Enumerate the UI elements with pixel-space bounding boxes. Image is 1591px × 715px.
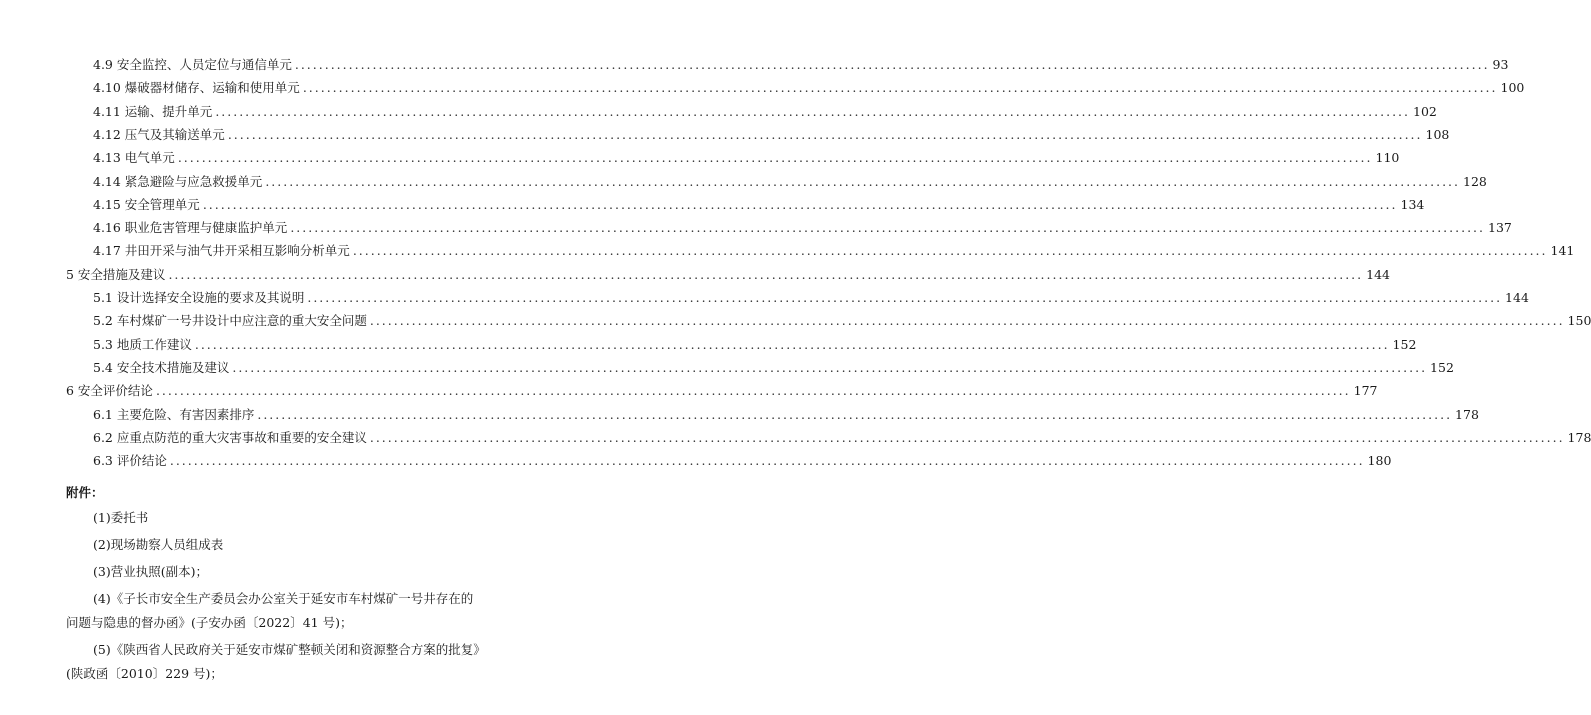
- toc-leader-dots: ........................................................................................................................................................................................................: [215, 103, 1410, 119]
- toc-leader-dots: ........................................................................................................................................................................................................: [290, 220, 1485, 236]
- toc-entry-title: 4.10 爆破器材储存、运输和使用单元: [93, 80, 300, 96]
- toc-leader-dots: ........................................................................................................................................................................................................: [307, 290, 1503, 305]
- toc-entry-title: 4.12 压气及其输送单元: [93, 126, 225, 142]
- toc-entry-title: 4.17 井田开采与油气井开采相互影响分析单元: [93, 243, 350, 259]
- toc-entry-page: 102: [1413, 103, 1437, 119]
- toc-entry-page: 152: [1392, 336, 1417, 352]
- toc-entry-page: 177: [1353, 383, 1378, 399]
- toc-entry-title: 4.14 紧急避险与应急救援单元: [93, 173, 263, 189]
- toc-entry: [93, 406, 1479, 423]
- toc-entry-title: 5.1 设计选择安全设施的要求及其说明: [93, 290, 305, 305]
- toc-entry-page: 134: [1400, 196, 1425, 212]
- attachments-heading: 附件：: [66, 485, 104, 500]
- toc-entry-title: 4.11 运输、提升单元: [93, 103, 213, 119]
- attachment-item-continuation: (陕政函〔2010〕229 号)；: [66, 666, 223, 681]
- toc-entry: [93, 220, 1512, 236]
- toc-entry-page: 178: [1567, 429, 1591, 445]
- toc-entry: [93, 336, 1417, 353]
- toc-entry: [93, 150, 1400, 166]
- attachment-item-continuation: 问题与隐患的督办函》(子安办函〔2022〕41 号)；: [66, 615, 353, 630]
- toc-entry-title: 4.9 安全监控、人员定位与通信单元: [93, 57, 292, 72]
- toc-entry-title: 6.2 应重点防范的重大灾害事故和重要的安全建议: [93, 429, 367, 445]
- toc-entry: [93, 429, 1591, 446]
- toc-entry: [93, 453, 1392, 469]
- toc-entry-page: 137: [1488, 220, 1512, 236]
- toc-entry: [93, 80, 1525, 96]
- toc-leader-dots: ........................................................................................................................................................................................................: [155, 383, 1351, 399]
- toc-leader-dots: ........................................................................................................................................................................................................: [265, 173, 1460, 189]
- toc-entry-page: 108: [1425, 126, 1450, 142]
- toc-entry: [93, 103, 1437, 120]
- toc-entry-title: 4.16 职业危害管理与健康监护单元: [93, 220, 288, 236]
- toc-entry: [93, 173, 1487, 190]
- toc-entry-title: 6.1 主要危险、有害因素排序: [93, 406, 255, 422]
- toc-entry-title: 4.13 电气单元: [93, 150, 175, 166]
- toc-entry-page: 110: [1375, 150, 1400, 166]
- toc-entry: [93, 57, 1509, 73]
- toc-leader-dots: ........................................................................................................................................................................................................: [369, 429, 1565, 445]
- toc-entry-title: 5.2 车村煤矿一号井设计中应注意的重大安全问题: [93, 313, 367, 329]
- toc-entry-title: 6 安全评价结论: [66, 383, 153, 399]
- toc-entry-page: 152: [1430, 359, 1454, 375]
- toc-leader-dots: ........................................................................................................................................................................................................: [257, 406, 1453, 422]
- toc-entry-page: 144: [1505, 290, 1529, 305]
- toc-entry: [93, 359, 1454, 376]
- toc-leader-dots: ........................................................................................................................................................................................................: [302, 80, 1498, 96]
- toc-entry-title: 6.3 评价结论: [93, 453, 167, 469]
- toc-entry-page: 180: [1367, 453, 1392, 469]
- toc-entry-page: 128: [1463, 173, 1487, 189]
- toc-entry-page: 100: [1500, 80, 1525, 96]
- attachment-item: (4)《子长市安全生产委员会办公室关于延安市车村煤矿一号井存在的: [93, 591, 474, 606]
- toc-leader-dots: ........................................................................................................................................................................................................: [194, 336, 1390, 352]
- toc-entry: [66, 383, 1378, 399]
- toc-entry-title: 5.3 地质工作建议: [93, 336, 192, 352]
- toc-entry-title: 5 安全措施及建议: [66, 266, 166, 282]
- toc-entry-page: 150: [1567, 313, 1591, 329]
- toc-leader-dots: ........................................................................................................................................................................................................: [177, 150, 1373, 166]
- toc-entry-page: 93: [1492, 57, 1509, 72]
- toc-leader-dots: ........................................................................................................................................................................................................: [294, 57, 1490, 72]
- attachment-item: (2)现场勘察人员组成表: [93, 537, 224, 552]
- toc-leader-dots: ........................................................................................................................................................................................................: [232, 359, 1428, 375]
- attachment-item: (1)委托书: [93, 510, 149, 525]
- toc-entry-title: 5.4 安全技术措施及建议: [93, 359, 230, 375]
- toc-leader-dots: ........................................................................................................................................................................................................: [169, 453, 1365, 469]
- attachment-item: (3)营业执照(副本)；: [93, 564, 208, 579]
- toc-entry: [66, 266, 1390, 283]
- toc-entry-page: 141: [1550, 243, 1575, 259]
- toc-leader-dots: ........................................................................................................................................................................................................: [227, 126, 1423, 142]
- toc-entry-page: 178: [1455, 406, 1479, 422]
- toc-entry: [93, 126, 1450, 143]
- toc-leader-dots: ........................................................................................................................................................................................................: [168, 266, 1364, 282]
- toc-entry: [93, 196, 1425, 213]
- toc-leader-dots: ........................................................................................................................................................................................................: [352, 243, 1548, 259]
- toc-entry: [93, 290, 1529, 306]
- toc-leader-dots: ........................................................................................................................................................................................................: [369, 313, 1565, 329]
- toc-entry: [93, 243, 1575, 259]
- toc-leader-dots: ........................................................................................................................................................................................................: [202, 196, 1398, 212]
- attachment-item: (5)《陕西省人民政府关于延安市煤矿整顿关闭和资源整合方案的批复》: [93, 642, 486, 657]
- toc-entry-page: 144: [1366, 266, 1390, 282]
- toc-entry: [93, 313, 1591, 329]
- toc-entry-title: 4.15 安全管理单元: [93, 196, 200, 212]
